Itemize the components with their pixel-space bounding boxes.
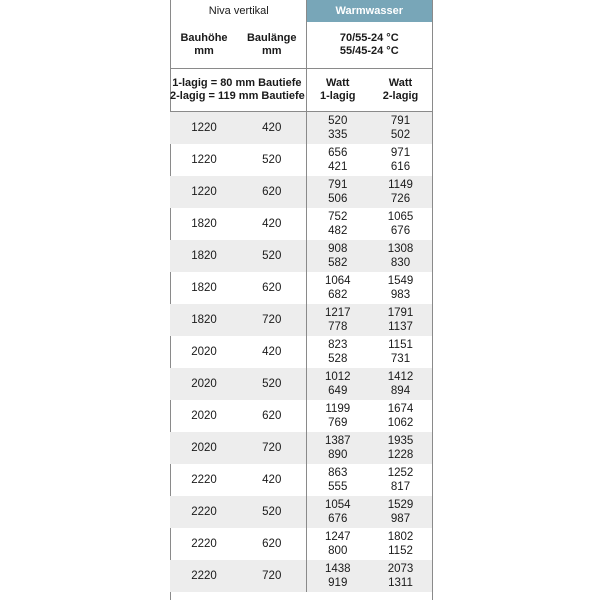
cell-watt-1 bbox=[306, 336, 369, 368]
cell-height: 2020 bbox=[170, 368, 238, 400]
cell-height: 2020 bbox=[170, 432, 238, 464]
cell-watt-1-a: 1054 bbox=[324, 499, 351, 511]
cell-height: 1220 bbox=[170, 176, 238, 208]
cell-watt-1-a: 520 bbox=[328, 115, 348, 127]
cell-watt-1 bbox=[306, 528, 369, 560]
cell-length: 520 bbox=[262, 153, 282, 166]
cell-length: 520 bbox=[238, 240, 306, 272]
col-header-length bbox=[238, 22, 306, 68]
cell-watt-2-b: 502 bbox=[390, 129, 411, 141]
cell-watt-2-a: 1151 bbox=[388, 339, 413, 351]
col-header-watt-2-layer: 2-lagig bbox=[382, 90, 419, 102]
cell-watt-1 bbox=[306, 144, 369, 176]
cell-watt-2-a: 1549 bbox=[387, 275, 414, 287]
cell-watt-2-a: 791 bbox=[390, 115, 411, 127]
cell-watt-1-b: 919 bbox=[328, 577, 348, 589]
cell-watt-1-b: 676 bbox=[328, 513, 348, 525]
cell-watt-2-a: 1802 bbox=[387, 531, 414, 543]
cell-watt-1-b: 778 bbox=[328, 321, 348, 333]
cell-watt-1 bbox=[306, 208, 369, 240]
cell-height: 2220 bbox=[170, 560, 238, 592]
cell-watt-1-b: 555 bbox=[328, 481, 348, 493]
cell-length: 720 bbox=[238, 432, 306, 464]
cell-watt-2-a: 1791 bbox=[387, 307, 414, 319]
heat-output-table bbox=[170, 0, 432, 592]
col-header-length-unit: mm bbox=[261, 45, 282, 57]
cell-watt-1-a: 863 bbox=[328, 467, 348, 479]
cell-length: 420 bbox=[238, 112, 306, 145]
cell-watt-2-b: 616 bbox=[390, 161, 411, 173]
table-row bbox=[170, 144, 432, 176]
cell-watt-2-b: 987 bbox=[390, 513, 411, 525]
cell-watt-2 bbox=[369, 304, 432, 336]
cell-watt-2 bbox=[369, 464, 432, 496]
cell-watt-1-b: 769 bbox=[328, 417, 348, 429]
cell-length: 620 bbox=[262, 409, 282, 422]
cell-watt-2-a: 2073 bbox=[387, 563, 414, 575]
cell-watt-2-a: 1412 bbox=[387, 371, 414, 383]
cell-watt-1 bbox=[306, 560, 369, 592]
col-header-watt-1 bbox=[306, 69, 369, 112]
cell-watt-2-b: 1228 bbox=[387, 449, 414, 461]
temperature-spec bbox=[306, 22, 432, 68]
cell-watt-2-b: 1152 bbox=[388, 545, 413, 557]
cell-watt-2-a: 1529 bbox=[387, 499, 414, 511]
depth-note bbox=[170, 69, 306, 112]
cell-length: 520 bbox=[238, 368, 306, 400]
table-row bbox=[170, 304, 432, 336]
table-row bbox=[170, 400, 432, 432]
cell-watt-1-b: 582 bbox=[328, 257, 348, 269]
cell-height: 1820 bbox=[170, 240, 238, 272]
cell-watt-2-a: 1149 bbox=[388, 179, 413, 191]
cell-watt-1-a: 752 bbox=[328, 211, 348, 223]
cell-watt-2 bbox=[369, 528, 432, 560]
cell-watt-2 bbox=[369, 496, 432, 528]
cell-height: 2020 bbox=[191, 409, 217, 422]
cell-length: 420 bbox=[262, 217, 282, 230]
temperature-line-2: 55/45-24 °C bbox=[339, 45, 399, 57]
cell-watt-2-a: 1674 bbox=[387, 403, 414, 415]
cell-watt-2 bbox=[369, 272, 432, 304]
cell-watt-2 bbox=[369, 368, 432, 400]
cell-watt-1-b: 421 bbox=[328, 161, 348, 173]
cell-watt-2 bbox=[369, 560, 432, 592]
cell-watt-2 bbox=[369, 336, 432, 368]
cell-watt-2-a: 1065 bbox=[387, 211, 414, 223]
cell-watt-1 bbox=[306, 176, 369, 208]
column-headers-row bbox=[170, 22, 432, 68]
table-row bbox=[170, 176, 432, 208]
cell-watt-1-a: 823 bbox=[328, 339, 348, 351]
table-row bbox=[170, 560, 432, 592]
table-row bbox=[170, 208, 432, 240]
cell-watt-1 bbox=[306, 304, 369, 336]
depth-note-line-1: 1-lagig = 80 mm Bautiefe bbox=[172, 77, 302, 89]
cell-watt-1-a: 1012 bbox=[324, 371, 351, 383]
cell-watt-1-b: 890 bbox=[328, 449, 348, 461]
cell-watt-2-b: 817 bbox=[390, 481, 411, 493]
cell-height: 2020 bbox=[191, 345, 217, 358]
cell-watt-2-b: 1311 bbox=[388, 577, 413, 589]
table-row bbox=[170, 496, 432, 528]
cell-watt-1 bbox=[306, 464, 369, 496]
cell-watt-2 bbox=[369, 112, 432, 145]
col-header-height-label: Bauhöhe bbox=[180, 32, 228, 44]
table-row bbox=[170, 368, 432, 400]
mode-title: Warmwasser bbox=[306, 0, 432, 22]
cell-length: 620 bbox=[238, 176, 306, 208]
depth-note-row bbox=[170, 69, 432, 112]
table-row bbox=[170, 240, 432, 272]
cell-watt-1-a: 1199 bbox=[325, 403, 351, 415]
cell-watt-2-b: 894 bbox=[390, 385, 411, 397]
cell-watt-2-a: 971 bbox=[390, 147, 411, 159]
cell-watt-1-b: 482 bbox=[328, 225, 348, 237]
cell-watt-1 bbox=[306, 496, 369, 528]
cell-watt-1-a: 1064 bbox=[324, 275, 351, 287]
cell-height: 1220 bbox=[191, 153, 217, 166]
cell-watt-1-b: 800 bbox=[328, 545, 348, 557]
table-row bbox=[170, 336, 432, 368]
cell-watt-1-b: 335 bbox=[328, 129, 348, 141]
table-row bbox=[170, 464, 432, 496]
cell-watt-2 bbox=[369, 432, 432, 464]
cell-watt-2-a: 1252 bbox=[387, 467, 414, 479]
cell-watt-2-a: 1935 bbox=[387, 435, 414, 447]
cell-watt-2 bbox=[369, 208, 432, 240]
col-header-length-label: Baulänge bbox=[246, 32, 297, 44]
cell-watt-2-b: 1062 bbox=[387, 417, 414, 429]
cell-watt-2-a: 1308 bbox=[387, 243, 414, 255]
cell-watt-2-b: 731 bbox=[390, 353, 411, 365]
cell-length: 620 bbox=[262, 537, 282, 550]
col-header-watt-2 bbox=[369, 69, 432, 112]
cell-watt-1 bbox=[306, 368, 369, 400]
table-row bbox=[170, 272, 432, 304]
cell-watt-2-b: 726 bbox=[390, 193, 411, 205]
cell-watt-1-b: 682 bbox=[328, 289, 348, 301]
cell-height: 2220 bbox=[191, 537, 217, 550]
col-header-watt-1-unit: Watt bbox=[326, 77, 350, 89]
table-row bbox=[170, 432, 432, 464]
col-header-height bbox=[170, 22, 238, 68]
cell-watt-2-b: 676 bbox=[390, 225, 411, 237]
col-header-height-unit: mm bbox=[194, 45, 214, 57]
temperature-line-1: 70/55-24 °C bbox=[339, 32, 399, 44]
cell-length: 720 bbox=[238, 560, 306, 592]
cell-height: 2220 bbox=[191, 473, 217, 486]
cell-watt-1-a: 1217 bbox=[324, 307, 351, 319]
cell-watt-1-b: 528 bbox=[328, 353, 348, 365]
cell-watt-1-a: 1387 bbox=[324, 435, 351, 447]
cell-watt-1 bbox=[306, 112, 369, 145]
cell-watt-1 bbox=[306, 432, 369, 464]
cell-watt-1-a: 1438 bbox=[324, 563, 351, 575]
cell-watt-1 bbox=[306, 400, 369, 432]
cell-length: 420 bbox=[262, 345, 282, 358]
table-row bbox=[170, 112, 432, 145]
cell-length: 420 bbox=[262, 473, 282, 486]
cell-watt-2-b: 983 bbox=[390, 289, 411, 301]
col-header-watt-1-layer: 1-lagig bbox=[320, 90, 356, 102]
cell-length: 620 bbox=[262, 281, 282, 294]
cell-height: 1220 bbox=[170, 112, 238, 145]
cell-watt-1-a: 1247 bbox=[324, 531, 351, 543]
cell-watt-1-a: 656 bbox=[328, 147, 348, 159]
cell-watt-2-b: 1137 bbox=[388, 321, 413, 333]
cell-watt-1 bbox=[306, 240, 369, 272]
cell-watt-2 bbox=[369, 144, 432, 176]
product-line-label: Niva vertikal bbox=[208, 4, 269, 17]
depth-note-line-2: 2-lagig = 119 mm Bautiefe bbox=[170, 90, 305, 102]
cell-watt-2 bbox=[369, 176, 432, 208]
cell-height: 2220 bbox=[170, 496, 238, 528]
cell-watt-1-b: 506 bbox=[328, 193, 348, 205]
cell-watt-1-a: 908 bbox=[328, 243, 348, 255]
cell-watt-2 bbox=[369, 240, 432, 272]
col-header-watt-2-unit: Watt bbox=[388, 77, 413, 89]
cell-watt-2-b: 830 bbox=[390, 257, 411, 269]
cell-length: 520 bbox=[238, 496, 306, 528]
cell-watt-1-b: 649 bbox=[328, 385, 348, 397]
cell-watt-1 bbox=[306, 272, 369, 304]
cell-height: 1820 bbox=[191, 217, 217, 230]
cell-height: 1820 bbox=[170, 304, 238, 336]
table-header-top bbox=[170, 0, 432, 22]
cell-height: 1820 bbox=[191, 281, 217, 294]
cell-watt-1-a: 791 bbox=[328, 179, 348, 191]
cell-watt-2 bbox=[369, 400, 432, 432]
table-row bbox=[170, 528, 432, 560]
table-right-rule bbox=[432, 0, 433, 600]
cell-length: 720 bbox=[238, 304, 306, 336]
